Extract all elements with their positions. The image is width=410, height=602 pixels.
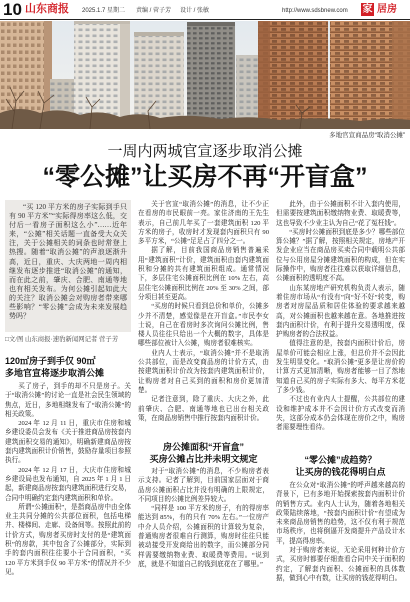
headline-title: “零公摊”让买房不再“开盲盒” xyxy=(42,163,368,191)
page-number: 10 xyxy=(3,0,22,19)
lead-summary xyxy=(5,200,131,332)
body-paragraph: “买房的时候只看到总价和单价，公摊多少并不清楚，感觉像是在开盲盒。”市民李女士说，自己在看房时多次询问公摊比例，售楼人员往往只给出一个大概的数字，具体是哪些部位被计入公摊，购房者很难核实。 xyxy=(138,303,269,348)
body-paragraph: 所谓“公摊面积”，是指商品房中由全体业主共同分摊的公共部位面积，包括电梯井、楼梯间、走廊、设备间等。按照此前的计价方式，购房者买房时支付的是“建筑面积”的房款，其中包含了公摊部分，实际到手的套内面积往往要小于合同面积，“买 120 平方米到手仅 90 平方米”的情况并不少见。 xyxy=(5,503,131,576)
body-paragraph: “同样是 100 平方米的房子，有的得房率能达到 85%，有的只有 70% 左右。”一位房产中介人员介绍，公摊面积的计算较为复杂，普通购房者很难自行测算，购房时往往只能被动接受开发商给出的数字，而公摊部分同样需要缴纳物业费、取暖费等费用。“说到底，就是不知道自己的钱到底花在了哪里。” xyxy=(138,505,269,568)
body-paragraph: 不过也有业内人士提醒，公共部位的建设和维护成本并不会因计价方式改变而消失，这部分成本仍会体现在房价之中，购房者需要理性看待。 xyxy=(276,396,405,432)
page-header xyxy=(0,0,410,20)
section-heading-3-main: “零公摊”成趋势？ xyxy=(304,455,377,465)
section-heading-1 xyxy=(5,356,131,379)
byline: □文/图 山东商报·速豹新闻网记者 菅子芳 xyxy=(5,336,119,343)
section-heading-1-main: 120㎡房子到手仅 90㎡ xyxy=(5,356,96,366)
body-paragraph: 关于官宣“取消公摊”的消息，让不少正在看房的市民眼前一亮。家住济南的王先生表示，自己前几年买了一套建筑面积 120 平方米的房子，收房时才发现套内面积只有 90 多平方米，“公摊”足足占了四分之一。 xyxy=(138,201,269,246)
website-url: http://www.sdsbnew.com xyxy=(282,8,348,14)
section-heading-2-sub: 买房公摊占比并未明文规定 xyxy=(149,453,258,464)
body-paragraph: 此外，由于公摊面积不计入套内使用，但需要按建筑面积缴纳物业费、取暖费等，这也导致不少业主认为自己“花了冤枉钱”。 xyxy=(276,201,405,227)
section-heading-2 xyxy=(138,442,269,465)
issue-date: 2025.1.7 星期二 xyxy=(82,8,126,14)
body-paragraph: 买了房子，到手的却不只是房子。关于“取消公摊”的讨论一直是社会民生领域的焦点，近日，多地相继发布了“取消公摊”的相关政策。 xyxy=(5,383,131,418)
body-column-a xyxy=(5,382,131,600)
body-column-b-bottom xyxy=(138,467,269,600)
section-heading-1-sub: 多地官宣将逐步取消公摊 xyxy=(5,367,105,378)
body-paragraph: 对于“取消公摊”的消息，不少购房者表示支持。记者了解到，目前国家层面对于商品房公摊面积占比并没有明确的上限规定，不同项目的公摊比例差异较大。 xyxy=(138,468,269,503)
tower-orange-1 xyxy=(258,21,328,129)
body-column-c-top xyxy=(276,200,405,452)
section-heading-3-sub: 让买房的钱花得明白点 xyxy=(295,466,386,477)
body-paragraph: 山东某房地产研究机构负责人表示，随着住房市场从“有没有”向“好不好”转变，购房者对房屋品质和居住体验的要求越来越高，对公摊面积也越来越在意。各地推进按套内面积计价，有利于提升交易透明度，保护购房者的合法权益。 xyxy=(276,284,405,339)
body-paragraph: 值得注意的是，按套内面积计价后，房屋单价可能会相应上涨，但总价并不会因此发生明显变化。“取消公摊”更多是让房价的计算方式更加清晰，购房者能够一目了然地知道自己买的房子实际有多大、每平方米花了多少钱。 xyxy=(276,340,405,394)
body-paragraph: 业内人士表示，“取消公摊”并不是取消公共部位，而是改变商品房的计价方式，由按建筑面积计价改为按套内建筑面积计价，让购房者对自己买到的面积和房价更加清楚。 xyxy=(138,349,269,394)
editor-credit: 责编 / 菅子芳 xyxy=(136,8,172,14)
tower-orange-2 xyxy=(330,21,410,129)
body-paragraph: 据了解，目前我国商品房销售普遍采用“建筑面积”计价，建筑面积由套内建筑面积和分摊的共有建筑面积组成。通常情况下，多层住宅公摊面积比例在 10% 左右，高层住宅公摊面积比例在 20% 至 30% 之间，部分项目甚至更高。 xyxy=(138,247,269,301)
body-paragraph: 记者注意到，除了重庆、大庆之外，此前肇庆、合肥、南通等地也已出台相关政策，在商品房销售中推行按套内面积计价。 xyxy=(138,396,269,422)
headline-kicker: 一周内两城官宣逐步取消公摊 xyxy=(107,143,303,160)
body-paragraph: 2024 年 12 月 17 日，大庆市住房和城乡建设局也发布通知，自 2025 年 1 月 1 日起，新建商品房按套内建筑面积进行交易，合同中明确约定套内建筑面积和单价。 xyxy=(5,466,131,502)
body-paragraph: 对于购房者来说，无论采用何种计价方式，买房时都要仔细查看合同中关于面积的约定，了解套内面积、公摊面积的具体数据，做到心中有数，让买房的钱花得明白。 xyxy=(276,547,405,582)
designer-credit: 设计 / 张敏 xyxy=(180,8,210,14)
body-paragraph: 在公众对“取消公摊”的呼声越来越高的背景下，已有多地开始探索按套内面积计价的销售方式。业内人士认为，随着各地相关政策陆续落地，“按套内面积计价”有望成为未来商品房销售的趋势，这不仅有利于规范市场秩序，也将倒逼开发商提升产品设计水平，提高得房率。 xyxy=(276,482,405,545)
section-badge: 家 xyxy=(362,4,373,15)
newspaper-name: 山东商报 xyxy=(25,3,69,15)
lead-text: “买 120 平方米的房子实际到手只有 90 平方米”“实际得房率这么低，交付后一看房子面积这么小”……近年来，“公摊”相关话题一直备受大众关注，关于公摊相关的词条也时常登上热搜。随着“取消公摊”的声浪逐渐升高，近日，重庆、大庆两地一周内相继发布逐步推进“取消公摊”的通知，而在此之前，肇庆、合肥、南通等地也有相关发布。为何公摊引起如此大的关注？取消公摊会对购房者带来哪些影响？“零公摊”会成为未来发展趋势吗？ xyxy=(9,203,127,321)
cover-photo xyxy=(0,21,410,129)
body-column-c-bottom xyxy=(276,481,405,600)
photo-caption: 多地官宣商品房“取消公摊” xyxy=(329,132,405,139)
body-column-b-top xyxy=(138,200,269,438)
section-heading-2-main: 房公摊面积“开盲盒” xyxy=(162,442,244,452)
tower-gray xyxy=(187,22,235,129)
body-paragraph: “买房时公摊面积到底是多少？哪些部位算公摊？”据了解，按照相关规定，房地产开发企业应当在商品房买卖合同中载明公共部位与公用房屋分摊建筑面积的构成，但在实际操作中，购房者往往难以获取详细信息，公摊面积的透明度不高。 xyxy=(276,228,405,283)
section-name: 居房 xyxy=(377,4,397,15)
body-paragraph: 2024 年 12 月 11 日，重庆市住房和城乡建设委员会发布《关于推进商品房按套内建筑面积交易的通知》，明确新建商品房按套内建筑面积计价销售，鼓励存量项目参照执行。 xyxy=(5,420,131,465)
section-heading-3 xyxy=(276,455,405,478)
